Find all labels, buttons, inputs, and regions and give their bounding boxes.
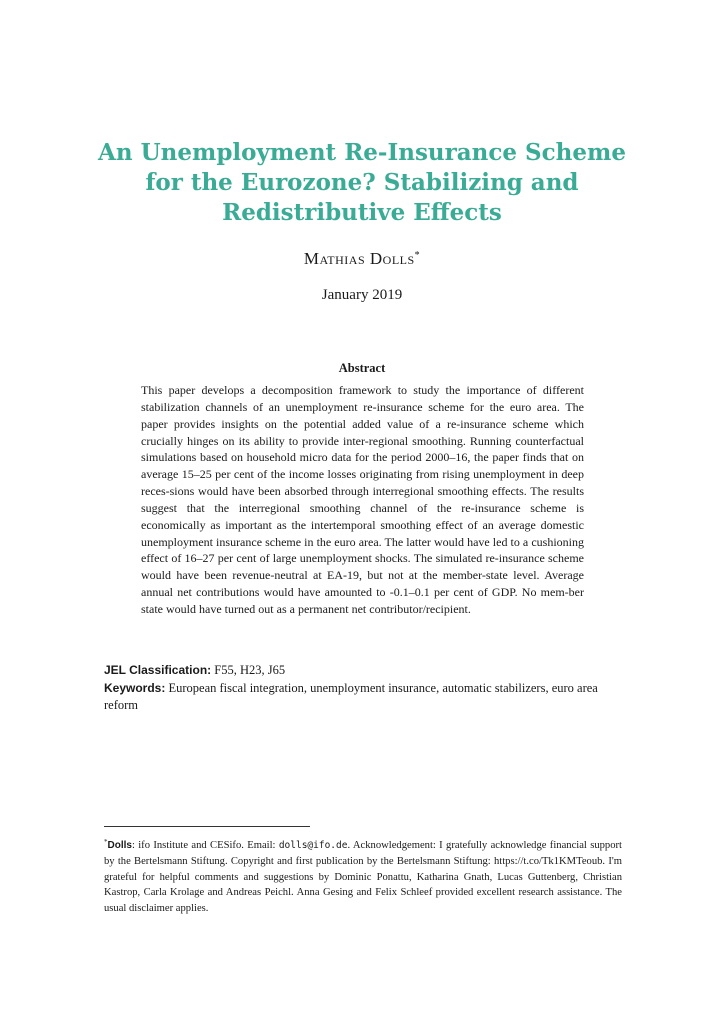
keywords [104, 680, 622, 714]
author-email: dolls@ifo.de [278, 840, 348, 851]
footnote [104, 835, 622, 917]
footnote-divider [104, 826, 310, 827]
jel-classification [104, 662, 622, 679]
title-line-2: for the Eurozone? Stabilizing and [145, 169, 579, 196]
author [0, 249, 724, 269]
footnote-mark: * [104, 838, 108, 846]
title-line-3: Redistributive Effects [222, 199, 502, 226]
footnote-author-name: Dolls [107, 840, 132, 851]
footnote-text-part2: . Acknowledgement: I gratefully acknowledge financial support by the Bertelsmann Stiftung. Copyright and first publication by the Bertelsmann Stiftung: https://t.co/Tk1KMTeoub. I'm grateful for helpful comments and suggestions by Dominic Ponattu, Katharina Gnath, Lucas Guttenberg, Christian Kastrop, Carla Krolage and Andreas Peichl. Anna Gesing and Felix Schleef provided excellent research assistance. The usual disclaimer applies. [104, 840, 622, 915]
jel-label: JEL Classification: [104, 663, 212, 677]
footnote-text-part1: : ifo Institute and CESifo. Email: [131, 840, 276, 851]
author-name: Mathias Dolls [303, 249, 415, 268]
author-footnote-mark: * [414, 250, 421, 261]
paper-title [60, 138, 664, 228]
abstract-heading: Abstract [338, 361, 386, 375]
keywords-value: European fiscal integration, unemployment insurance, automatic stabilizers, euro area reform [104, 681, 598, 712]
publication-date: January 2019 [321, 287, 403, 303]
title-line-1: An Unemployment Re-Insurance Scheme [98, 139, 626, 166]
jel-value: F55, H23, J65 [214, 663, 286, 677]
keywords-label: Keywords: [104, 681, 166, 695]
abstract-text: This paper develops a decomposition framework to study the importance of different stabilization channels of an unemployment re-insurance scheme for the euro area. The paper provides insights on the potential added value of a re-insurance scheme which crucially hinges on its ability to provide inter-regional smoothing. Running counterfactual simulations based on household micro data for the period 2000–16, the paper finds that on average 15–25 per cent of the income losses originating from rising unemployment in deep reces-sions would have been absorbed through interregional smoothing effects. The results suggest that the interregional smoothing channel of the re-insurance scheme is economically as important as the intertemporal smoothing effect of an average domestic unemployment insurance scheme in the euro area. The latter would have led to a cushioning effect of 16–27 per cent of large unemployment shocks. The simulated re-insurance scheme would have been revenue-neutral at EA-19, but not at the member-state level. Average annual net contributions would have amounted to -0.1–0.1 per cent of GDP. No mem-ber state would have turned out as a permanent net contributor/recipient. [141, 383, 584, 616]
